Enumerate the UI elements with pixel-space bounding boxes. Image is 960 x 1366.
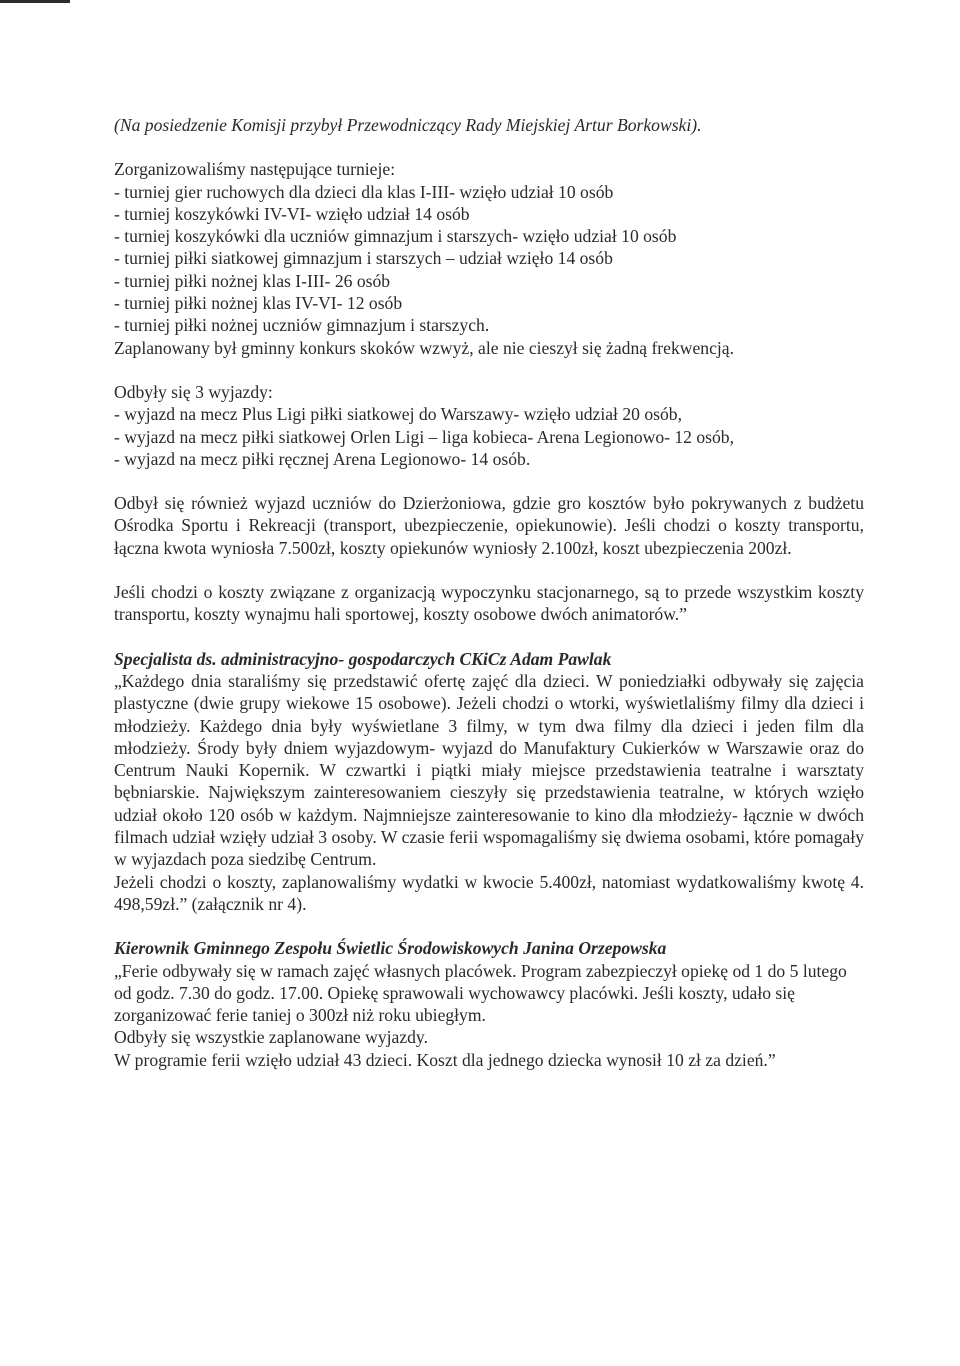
manager-heading: Kierownik Gminnego Zespołu Świetlic Środowiskowych Janina Orzepowska	[114, 938, 667, 959]
specialist-heading: Specjalista ds. administracyjno- gospodarczych CKiCz Adam Pawlak	[114, 648, 612, 669]
specialist-section	[114, 648, 864, 916]
specialist-paragraph: „Każdego dnia staraliśmy się przedstawić ofertę zajęć dla dzieci. W poniedziałki odbywały się zajęcia plastyczne (dwie grupy wiekowe 15 osobowe). Jeżeli chodzi o wtorki, wyświetlaliśmy filmy dla dzieci i młodzieży. Każdego dnia były wyświetlane 3 filmy, w tym dwa filmy dla dzieci i jeden film dla młodzieży. Środy były dniem wyjazdowym- wyjazd do Manufaktury Cukierków w Warszawie oraz do Centrum Nauki Kopernik. W czwartki i piątki miały miejsce przedstawienia teatralne i warsztaty bębniarskie. Największym zainteresowaniem cieszyły się przedstawienia teatralne, w których wzięło udział około 120 osób w każdym. Najmniejsze zainteresowanie to kino dla młodzieży- łącznie w dwóch filmach udział wzięły udział 3 osoby. W czasie ferii wspomagaliśmy się dwiema osobami, które pomagały w wyjazdach poza siedzibę Centrum.	[114, 670, 864, 870]
tournament-item: - turniej koszykówki IV-VI- wzięło udział 14 osób	[114, 203, 470, 224]
tournament-item: - turniej piłki nożnej klas I-III- 26 osób	[114, 270, 391, 291]
tournament-item: - turniej piłki nożnej klas IV-VI- 12 osób	[114, 293, 403, 314]
trip-item: - wyjazd na mecz piłki ręcznej Arena Legionowo- 14 osób.	[114, 448, 531, 469]
manager-section	[114, 937, 864, 1071]
tournaments-intro: Zorganizowaliśmy następujące turnieje:	[114, 159, 396, 180]
tournaments-section	[114, 158, 864, 359]
trips-section	[114, 381, 864, 470]
dzierzoniow-paragraph: Odbył się również wyjazd uczniów do Dzierżoniowa, gdzie gro kosztów było pokrywanych z budżetu Ośrodka Sportu i Rekreacji (transport, ubezpieczenie, opiekunowie). Jeśli chodzi o koszty transportu, łączna kwota wyniosła 7.500zł, koszty opiekunów wyniosły 2.100zł, koszt ubezpieczenia 200zł.	[114, 493, 864, 558]
tournament-item: - turniej gier ruchowych dla dzieci dla klas I-III- wzięło udział 10 osób	[114, 181, 614, 202]
attendance-note: (Na posiedzenie Komisji przybył Przewodniczący Rady Miejskiej Artur Borkowski).	[114, 115, 702, 135]
tournament-item: - turniej piłki siatkowej gimnazjum i starszych – udział wzięło 14 osób	[114, 248, 613, 269]
manager-cost-line: W programie ferii wzięło udział 43 dzieci. Koszt dla jednego dziecka wynosił 10 zł za dzień.”	[114, 1049, 776, 1070]
trip-item: - wyjazd na mecz piłki siatkowej Orlen Ligi – liga kobieca- Arena Legionowo- 12 osób,	[114, 426, 734, 447]
tournament-item: - turniej piłki nożnej uczniów gimnazjum i starszych.	[114, 315, 490, 336]
tournaments-note: Zaplanowany był gminny konkurs skoków wzwyż, ale nie cieszył się żadną frekwencją.	[114, 337, 734, 358]
tournament-item: - turniej koszykówki dla uczniów gimnazjum i starszych- wzięło udział 10 osób	[114, 226, 677, 247]
trips-intro: Odbyły się 3 wyjazdy:	[114, 381, 273, 402]
costs-paragraph: Jeśli chodzi o koszty związane z organizacją wypoczynku stacjonarnego, są to przede wszystkim koszty transportu, koszty wynajmu hali sportowej, koszty osobowe dwóch animatorów.”	[114, 582, 864, 625]
scan-edge-mark	[0, 0, 70, 3]
manager-trips-line: Odbyły się wszystkie zaplanowane wyjazdy.	[114, 1027, 428, 1048]
manager-paragraph: „Ferie odbywały się w ramach zajęć własnych placówek. Program zabezpieczył opiekę od 1 do 5 lutego od godz. 7.30 do godz. 17.00. Opiekę sprawowali wychowawcy placówki. Jeśli koszty, udało się zorganizować ferie taniej o 300zł niż roku ubiegłym.	[114, 960, 847, 1026]
trip-item: - wyjazd na mecz Plus Ligi piłki siatkowej do Warszawy- wzięło udział 20 osób,	[114, 404, 682, 425]
document-page	[114, 114, 864, 1071]
specialist-costs: Jeżeli chodzi o koszty, zaplanowaliśmy wydatki w kwocie 5.400zł, natomiast wydatkowaliśmy kwotę 4. 498,59zł.” (załącznik nr 4).	[114, 871, 864, 914]
